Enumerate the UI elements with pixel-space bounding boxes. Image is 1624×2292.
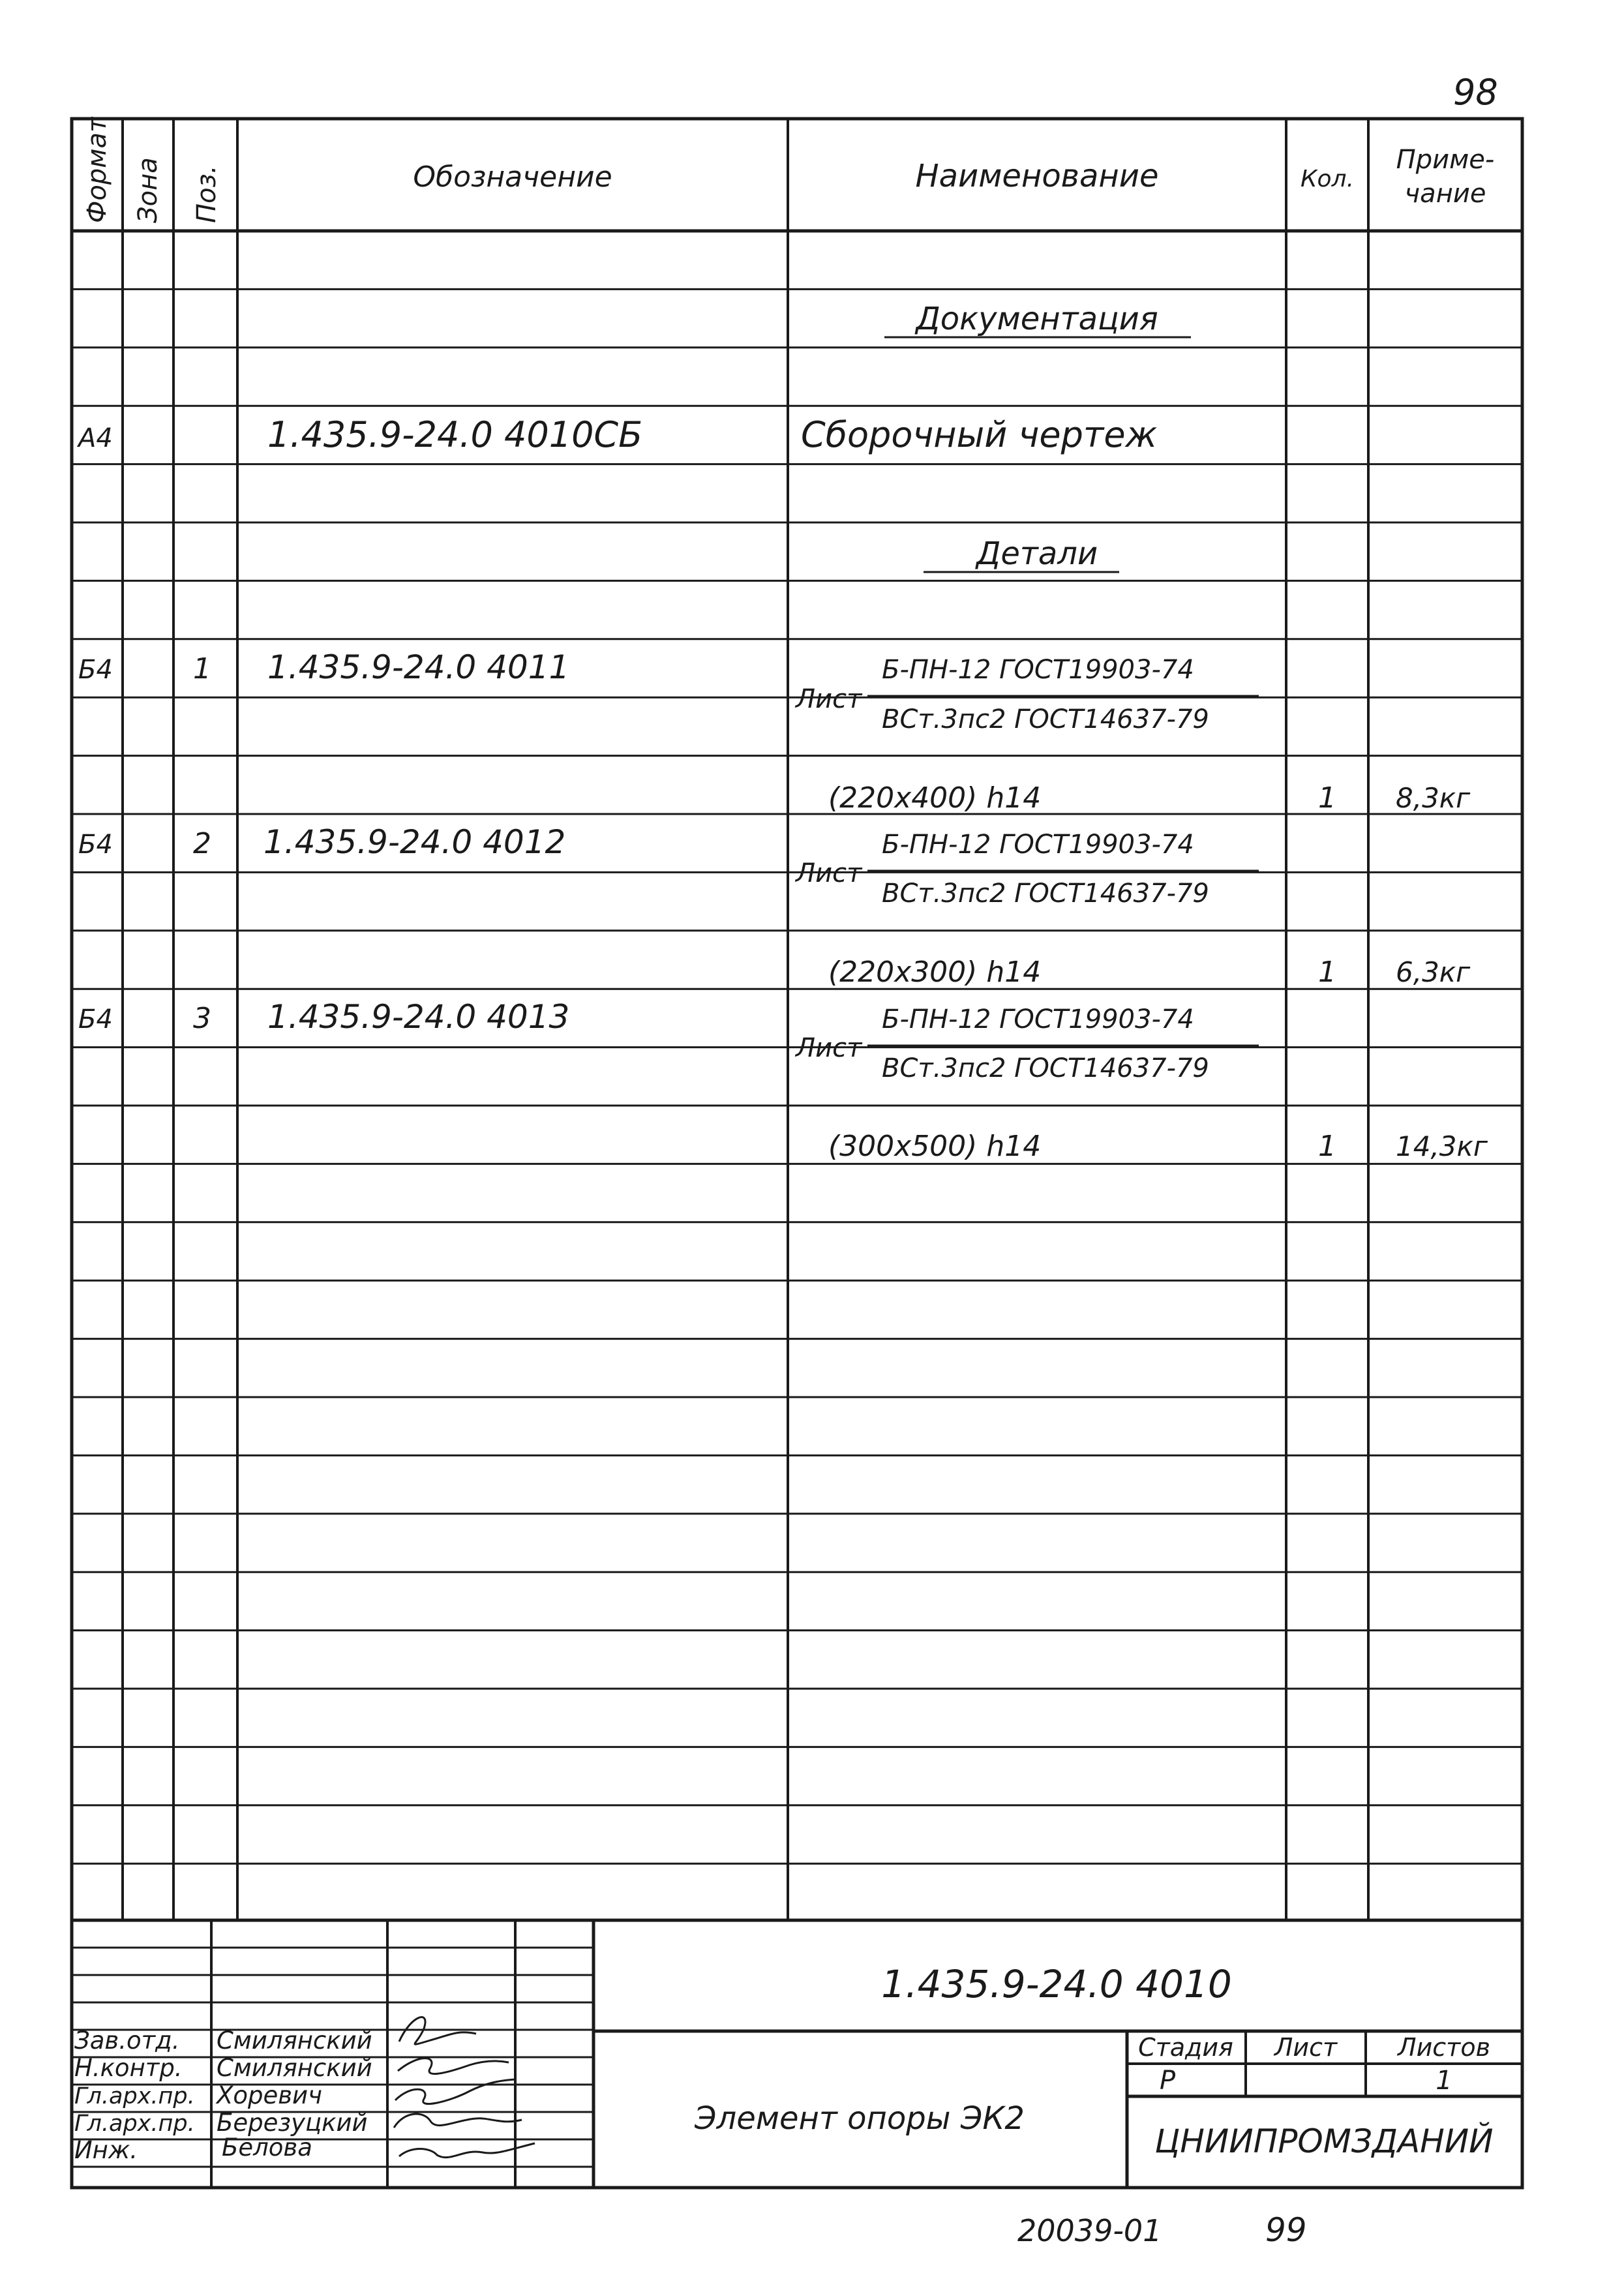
tb-organization: ЦНИИПРОМЗДАНИЙ — [1154, 2122, 1494, 2160]
tb-title: Элемент опоры ЭК2 — [695, 2100, 1025, 2137]
tb-sheets-label: Листов — [1398, 2033, 1490, 2062]
tb-stage-value: Р — [1159, 2066, 1176, 2096]
title-block — [72, 1920, 1522, 2188]
sig-role-2: Н.контр. — [74, 2054, 183, 2082]
sig-name-4: Березуцкий — [217, 2109, 368, 2137]
part3-spec-bottom: ВСт.3пс2 ГОСТ14637-79 — [882, 1053, 1209, 1083]
sig-name-2: Смилянский — [217, 2054, 372, 2082]
tb-document-code: 1.435.9-24.0 4010 — [881, 1962, 1232, 2006]
part1-size: (220х400) h14 — [828, 781, 1042, 815]
page-number: 98 — [1453, 72, 1498, 113]
sig-role-4: Гл.арх.пр. — [74, 2111, 195, 2137]
row-assembly-name: Сборочный чертеж — [801, 414, 1158, 455]
part3-designation: 1.435.9-24.0 4013 — [267, 998, 570, 1036]
tb-stage-label: Стадия — [1138, 2033, 1233, 2062]
tb-sheet-label: Лист — [1274, 2033, 1338, 2062]
part3-spec-top: Б-ПН-12 ГОСТ19903-74 — [882, 1004, 1194, 1034]
part2-qty: 1 — [1318, 956, 1336, 989]
part1-material-label: Лист — [796, 684, 862, 714]
header-name: Наименование — [915, 158, 1159, 194]
tb-sheets-value: 1 — [1436, 2066, 1452, 2096]
part2-spec-bottom: ВСт.3пс2 ГОСТ14637-79 — [882, 879, 1209, 909]
header-pos: Поз. — [192, 165, 222, 223]
part3-material-label: Лист — [796, 1033, 862, 1063]
part1-spec-top: Б-ПН-12 ГОСТ19903-74 — [882, 655, 1194, 685]
header-qty: Кол. — [1300, 166, 1355, 192]
part1-designation: 1.435.9-24.0 4011 — [267, 648, 570, 686]
part1-pos: 1 — [193, 652, 211, 686]
footer-archive-number: 20039-01 — [1017, 2213, 1162, 2248]
part3-format: Б4 — [78, 1004, 113, 1034]
part2-note: 6,3кг — [1396, 956, 1471, 988]
sig-name-1: Смилянский — [217, 2027, 372, 2055]
table-row — [78, 648, 1471, 815]
signature-mark-4 — [394, 2114, 522, 2128]
sig-role-1: Зав.отд. — [74, 2027, 180, 2055]
part3-size: (300х500) h14 — [828, 1130, 1042, 1163]
header-note-2: чание — [1404, 179, 1486, 209]
handwritten-signatures — [394, 2017, 535, 2158]
signature-mark-2 — [398, 2058, 509, 2074]
part2-designation: 1.435.9-24.0 4012 — [263, 823, 566, 861]
header-note-1: Приме- — [1396, 145, 1495, 175]
row-assembly-designation: 1.435.9-24.0 4010СБ — [267, 414, 643, 455]
part2-size: (220х300) h14 — [828, 956, 1042, 989]
section-details: Детали — [976, 535, 1098, 572]
sig-name-5: Белова — [222, 2134, 312, 2162]
part1-format: Б4 — [78, 655, 113, 685]
part3-pos: 3 — [193, 1002, 211, 1035]
row-assembly-format: А4 — [78, 423, 113, 453]
part1-note: 8,3кг — [1396, 782, 1471, 814]
part2-material-label: Лист — [796, 858, 862, 888]
footer-page-number: 99 — [1265, 2211, 1307, 2249]
header-designation: Обозначение — [413, 160, 612, 194]
sig-name-3: Хоревич — [217, 2081, 322, 2109]
row-lines — [72, 289, 1522, 1863]
part2-spec-top: Б-ПН-12 ГОСТ19903-74 — [882, 830, 1194, 860]
section-documentation: Документация — [916, 301, 1158, 337]
part1-qty: 1 — [1318, 781, 1336, 815]
table-row — [78, 998, 1488, 1163]
signature-mark-3 — [395, 2079, 515, 2104]
sig-role-3: Гл.арх.пр. — [74, 2083, 195, 2109]
part2-format: Б4 — [78, 830, 113, 860]
header-format: Формат — [82, 117, 112, 223]
part3-qty: 1 — [1318, 1130, 1336, 1163]
sig-role-5: Инж. — [74, 2136, 138, 2164]
part1-spec-bottom: ВСт.3пс2 ГОСТ14637-79 — [882, 704, 1209, 734]
table-row — [78, 823, 1471, 989]
header-zone: Зона — [133, 157, 163, 223]
part2-pos: 2 — [193, 827, 211, 860]
part3-note: 14,3кг — [1396, 1130, 1488, 1162]
